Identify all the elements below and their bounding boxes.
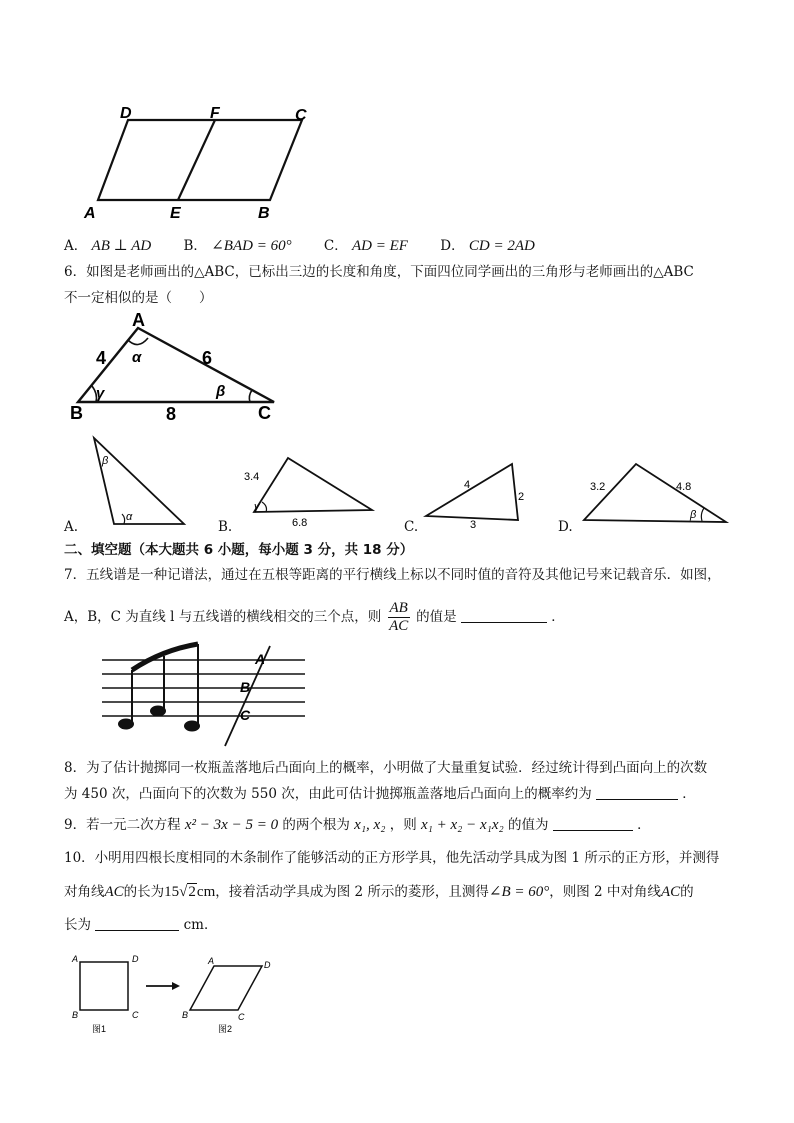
q8-stem-line2-text: 为 450 次，凸面向下的次数为 550 次，由此可估计抛掷瓶盖落地后凸面向上的概率约为 [64, 786, 592, 802]
q5-options [64, 236, 563, 256]
q10-fig1-label-a: A [72, 954, 79, 964]
q5-option-d[interactable]: D． CD = 2AD [440, 238, 535, 254]
q6-option-c-figure [420, 460, 530, 528]
q7-fraction-denominator: AC [389, 618, 409, 634]
q6-stem-line1: 6．如图是老师画出的△ABC，已标出三边的长度和角度，下面四位同学画出的三角形与老师画出的△ABC [64, 264, 694, 280]
q7-label-b: B [240, 679, 251, 695]
q6-option-b-letter[interactable]: B. [218, 519, 233, 535]
q10-line2-d: ，则图 2 中对角线 [549, 884, 661, 900]
q8-stem-line1: 8．为了估计抛掷同一枚瓶盖落地后凸面向上的概率，小明做了大量重复试验．经过统计得到凸面向上的次数 [64, 760, 708, 776]
q6-option-b-figure [240, 452, 380, 532]
q5-parallelogram-figure [80, 100, 320, 225]
q5-option-b[interactable]: B． ∠BAD = 60° [183, 238, 292, 254]
q9-pre: 9．若一元二次方程 [64, 817, 181, 833]
q8-stem-line2 [64, 784, 696, 804]
q6-option-d-side-a: 3.2 [590, 481, 606, 493]
q6-main-beta: β [216, 383, 226, 400]
q10-line3-unit: cm． [183, 917, 218, 933]
q6-option-d-letter[interactable]: D. [558, 519, 573, 535]
q10-fig1-label-c: C [132, 1010, 139, 1020]
q10-figure [68, 950, 288, 1040]
q10-fig2-label-a: A [208, 956, 215, 966]
q6-main-label-c: C [258, 403, 271, 422]
q6-option-c-side-c: 3 [470, 519, 477, 528]
q5-label-b: B [258, 205, 270, 222]
q6-main-triangle-figure [66, 310, 286, 422]
q6-option-c-side-b: 2 [518, 491, 525, 503]
q5-label-c: C [295, 107, 307, 124]
q5-label-e: E [170, 205, 181, 222]
q9-end-punct: ． [637, 817, 651, 833]
q6-option-d-figure [580, 458, 730, 528]
q10-line3-a: 长为 [64, 917, 91, 933]
q9-post: 的值为 [508, 817, 549, 833]
q6-stem-line2: 不一定相似的是（ ） [64, 290, 213, 306]
q7-label-c: C [240, 707, 251, 723]
q6-option-c-letter[interactable]: C. [404, 519, 419, 535]
q7-fraction [388, 600, 410, 635]
q10-line2-ac2: AC [660, 884, 681, 900]
q9-mid: 的两个根为 [282, 817, 350, 833]
q10-fig2-caption: 图2 [218, 1024, 233, 1034]
q5-option-c[interactable]: C． AD = EF [323, 238, 408, 254]
q10-stem-line1: 10．小明用四根长度相同的木条制作了能够活动的正方形学具，他先活动学具成为图 1 所示的正方形，并测得 [64, 850, 720, 866]
q6-main-side-bc: 8 [166, 404, 177, 422]
q6-main-label-b: B [70, 403, 83, 422]
q10-line2-ac: AC [104, 884, 124, 900]
q6-main-side-ab: 4 [96, 348, 107, 368]
q10-fig1-caption: 图1 [92, 1024, 107, 1034]
q6-option-b-base: 6.8 [292, 517, 308, 529]
q10-length-number: 15 [164, 884, 180, 900]
q6-option-d-beta: β [690, 509, 697, 521]
q6-main-label-a: A [132, 310, 145, 330]
q10-fig2-label-c: C [238, 1012, 245, 1022]
q9-expression: x₁ + x₂ − x₁x₂ [421, 817, 504, 833]
q8-answer-blank[interactable] [596, 785, 678, 800]
q7-label-a: A [255, 651, 266, 667]
q6-option-a-letter[interactable]: A. [64, 519, 79, 535]
q6-option-c-side-a: 4 [464, 479, 471, 491]
q9-mid2: ，则 [389, 817, 417, 833]
q7-answer-blank[interactable] [461, 608, 547, 623]
q10-line2-e: 的 [680, 884, 694, 900]
q7-end-punct: ． [551, 609, 565, 625]
q10-fig2-label-b: B [182, 1010, 189, 1020]
q7-stem-line2-pre: A，B，C 为直线 l 与五线谱的横线相交的三个点，则 [64, 609, 382, 625]
q7-stem-line2-post: 的值是 [416, 609, 457, 625]
q10-line2-b: 的长为 [123, 884, 165, 900]
section-2-heading: 二、填空题（本大题共 6 小题，每小题 3 分，共 18 分） [64, 542, 414, 558]
q10-angle: ∠B = 60° [488, 884, 550, 900]
q9-answer-blank[interactable] [553, 816, 633, 831]
q6-main-side-ac: 6 [202, 348, 213, 368]
q10-stem-line2 [64, 882, 694, 902]
q6-option-d-side-b: 4.8 [676, 481, 692, 493]
q10-length-value: 15√2cm [164, 884, 216, 900]
q6-option-a-figure [86, 432, 196, 532]
q6-main-gamma: γ [96, 385, 105, 402]
q10-fig1-label-d: D [132, 954, 139, 964]
q7-staff-figure [100, 640, 310, 750]
q6-option-a-alpha: α [126, 511, 133, 523]
q10-stem-line3 [64, 915, 217, 935]
q10-line2-c: ，接着活动学具成为图 2 所示的菱形，且测得 [215, 884, 489, 900]
q5-option-a[interactable]: A． AB ⊥ AD [64, 238, 152, 254]
q9-stem [64, 815, 651, 835]
q7-stem-line2 [64, 598, 565, 636]
q6-option-b-side: 3.4 [244, 471, 260, 483]
q10-answer-blank[interactable] [95, 916, 179, 931]
q10-length-unit: cm [196, 884, 216, 900]
q10-length-radicand: 2 [188, 884, 196, 900]
q8-end-punct: ． [682, 786, 696, 802]
q5-label-a: A [84, 205, 96, 222]
q10-fig2-label-d: D [264, 960, 271, 970]
q9-roots: x₁, x₂ [354, 817, 386, 833]
q6-option-b-gamma: γ [254, 501, 260, 513]
q5-label-d: D [120, 105, 132, 122]
q5-label-f: F [210, 105, 220, 122]
q7-stem-line1: 7．五线谱是一种记谱法，通过在五根等距离的平行横线上标以不同时值的音符及其他记号来记载音乐．如图， [64, 567, 721, 583]
q9-equation: x² − 3x − 5 = 0 [184, 817, 279, 833]
q6-option-a-beta: β [102, 455, 109, 467]
q10-line2-a: 对角线 [64, 884, 105, 900]
q6-main-alpha: α [132, 349, 142, 366]
q7-fraction-numerator: AB [389, 600, 408, 616]
q10-fig1-label-b: B [72, 1010, 79, 1020]
